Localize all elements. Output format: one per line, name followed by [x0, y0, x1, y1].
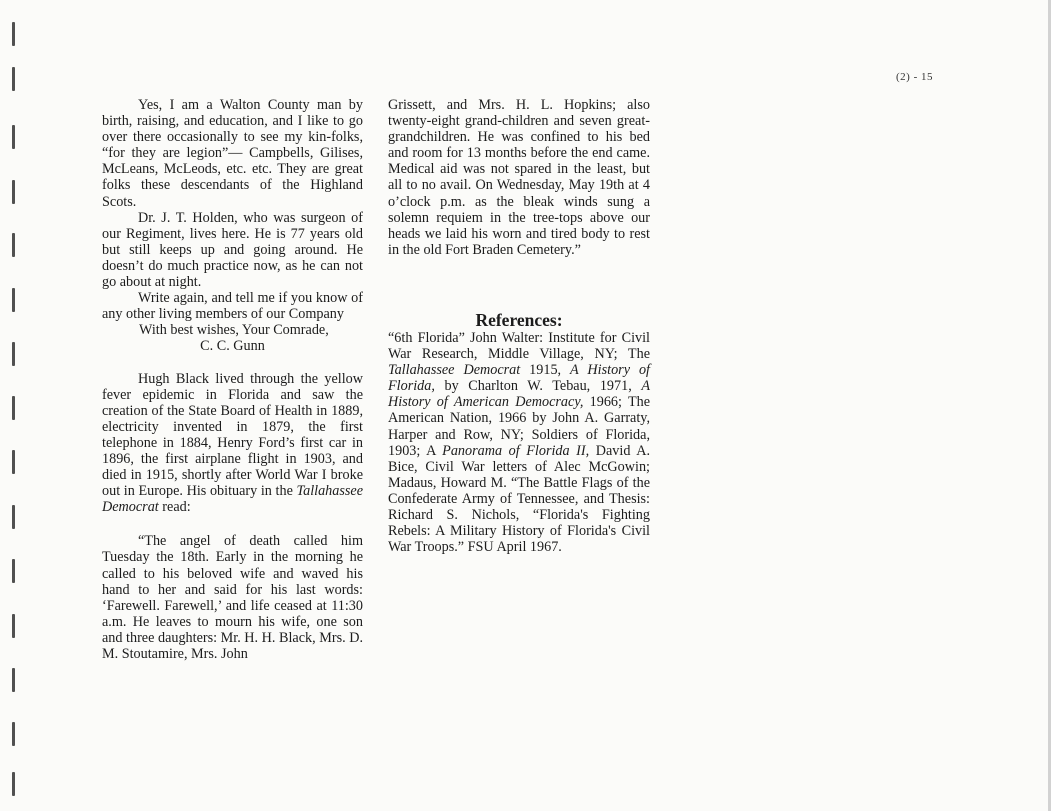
binder-hole [12, 288, 15, 312]
binder-hole [12, 505, 15, 529]
binder-hole [12, 668, 15, 692]
obituary-continued: Grissett, and Mrs. H. L. Hopkins; also twenty-eight grand-children and seven great-grandchildren. He was confined to his bed and room for 13 months before the end came. Medical aid was not spared in the least, but all to no avail. On Wednesday, May 19th at 4 o’clock p.m. as the bleak winds sung a solemn requiem in the tree-tops above our heads we laid his worn and tired body to rest in the old Fort Braden Cemetery.” [388, 97, 650, 258]
ref-text: by Charlton W. Tebau, 1971, [444, 378, 632, 395]
letter-paragraph: Dr. J. T. Holden, who was surgeon of our Regiment, lives here. He is 77 years old but still keeps up and going around. He doesn’t do much practice now, as he can not go about at night. [102, 209, 363, 291]
narrative-text: Hugh Black lived through the yellow fever epidemic in Florida and saw the creation of the State Board of Health in 1889, electricity invented in 1879, the first telephone in 1884, Henry Ford’s first car in 1896, the first airplane flight in 1903, and died in 1915, shortly after World War I broke out in Europe. His obituary in the [102, 370, 363, 500]
binder-hole [12, 22, 15, 46]
obituary-paragraph: “The angel of death called him Tuesday the 18th. Early in the morning he called to his beloved wife and waved his hand to her and said for his last words: ‘Farewell. Farewell,’ and life ceased at 11:30 a.m. He leaves to mourn his wife, one son and three daughters: Mr. H. H. Black, Mrs. D. M. Stoutamire, Mrs. John [102, 533, 363, 662]
ref-italic-title: A History of Florida, [388, 362, 650, 395]
letter-paragraph: Write again, and tell me if you know of any other living members of our Company [102, 290, 363, 323]
ref-text: “6th Florida” John Walter: Institute for Civil War Research, Middle Village, NY; The [388, 329, 650, 363]
binder-hole [12, 772, 15, 796]
binder-hole [12, 559, 15, 583]
letter-closing: With best wishes, Your Comrade, [139, 322, 329, 339]
binder-hole [12, 450, 15, 474]
ref-italic-title: Panorama of Florida II, [442, 442, 590, 459]
binder-hole [12, 722, 15, 746]
left-column [102, 97, 363, 662]
narrative-text-end: read: [162, 499, 191, 516]
ref-text: 1915, [529, 362, 562, 379]
binder-hole [12, 67, 15, 91]
ref-text: David A. Bice, Civil War letters of Alec McGowin; Madaus, Howard M. “The Battle Flags of the Confederate Army of Tennessee, and Thesis: Richard S. Nichols, “Florida's Fighting Rebels: A Military History of Florida's Civil War Troops.” FSU April 1967. [388, 442, 651, 556]
binder-hole [12, 396, 15, 420]
binder-hole [12, 614, 15, 638]
binder-hole [12, 233, 15, 257]
letter-signature: C. C. Gunn [200, 338, 265, 355]
binder-hole [12, 342, 15, 366]
binder-hole [12, 125, 15, 149]
letter-paragraph: Yes, I am a Walton County man by birth, raising, and education, and I like to go over there occasionally to see my kin-folks, “for they are legion”— Campbells, Gilises, McLeans, McLeods, etc. etc. They are great folks these descendants of the Highland Scots. [102, 97, 363, 210]
references-list [388, 330, 650, 555]
right-column [388, 97, 650, 555]
page-number: (2) - 15 [896, 71, 933, 83]
narrative-paragraph [102, 371, 363, 516]
binder-holes [0, 0, 40, 811]
ref-italic-title: Tallahassee Democrat [388, 362, 521, 379]
newspaper-title: Tallahassee Democrat [102, 483, 363, 516]
ref-text: 1966; The American Nation, 1966 by John A. Garraty, Harper and Row, NY; Soldiers of Florida, 1903; A [388, 394, 651, 459]
ref-italic-title: A History of American Democracy, [388, 378, 651, 411]
references-heading: References: [475, 309, 563, 330]
binder-hole [12, 180, 15, 204]
